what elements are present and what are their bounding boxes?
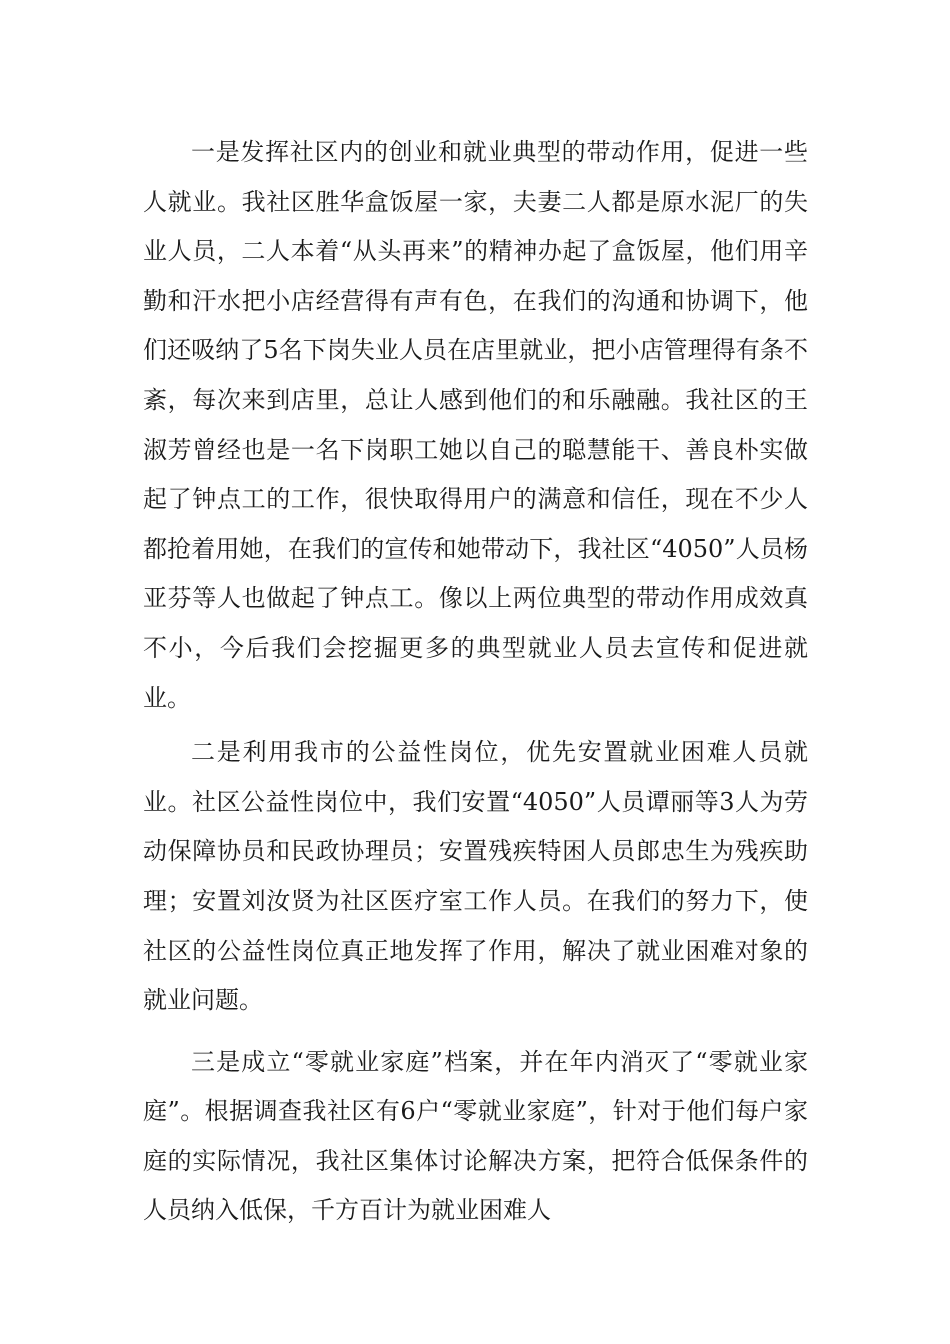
document-body: [143, 128, 808, 1236]
paragraph-1: 一是发挥社区内的创业和就业典型的带动作用，促进一些人就业。我社区胜华盒饭屋一家，夫妻二人都是原水泥厂的失业人员，二人本着“从头再来”的精神办起了盒饭屋，他们用辛勤和汗水把小店经营得有声有色，在我们的沟通和协调下，他们还吸纳了5名下岗失业人员在店里就业，把小店管理得有条不紊，每次来到店里，总让人感到他们的和乐融融。我社区的王淑芳曾经也是一名下岗职工她以自己的聪慧能干、善良朴实做起了钟点工的工作，很快取得用户的满意和信任，现在不少人都抢着用她，在我们的宣传和她带动下，我社区“4050”人员杨亚芬等人也做起了钟点工。像以上两位典型的带动作用成效真不小，今后我们会挖掘更多的典型就业人员去宣传和促进就业。: [143, 138, 808, 712]
paragraph-2: 二是利用我市的公益性岗位，优先安置就业困难人员就业。社区公益性岗位中，我们安置“4050”人员谭丽等3人为劳动保障协员和民政协理员；安置残疾特困人员郎忠生为残疾助理；安置刘汝贤为社区医疗室工作人员。在我们的努力下，使社区的公益性岗位真正地发挥了作用，解决了就业困难对象的就业问题。: [143, 738, 808, 1015]
paragraph-3: 三是成立“零就业家庭”档案，并在年内消灭了“零就业家庭”。根据调查我社区有6户“零就业家庭”，针对于他们每户家庭的实际情况，我社区集体讨论解决方案，把符合低保条件的人员纳入低保，千方百计为就业困难人: [143, 1047, 808, 1225]
